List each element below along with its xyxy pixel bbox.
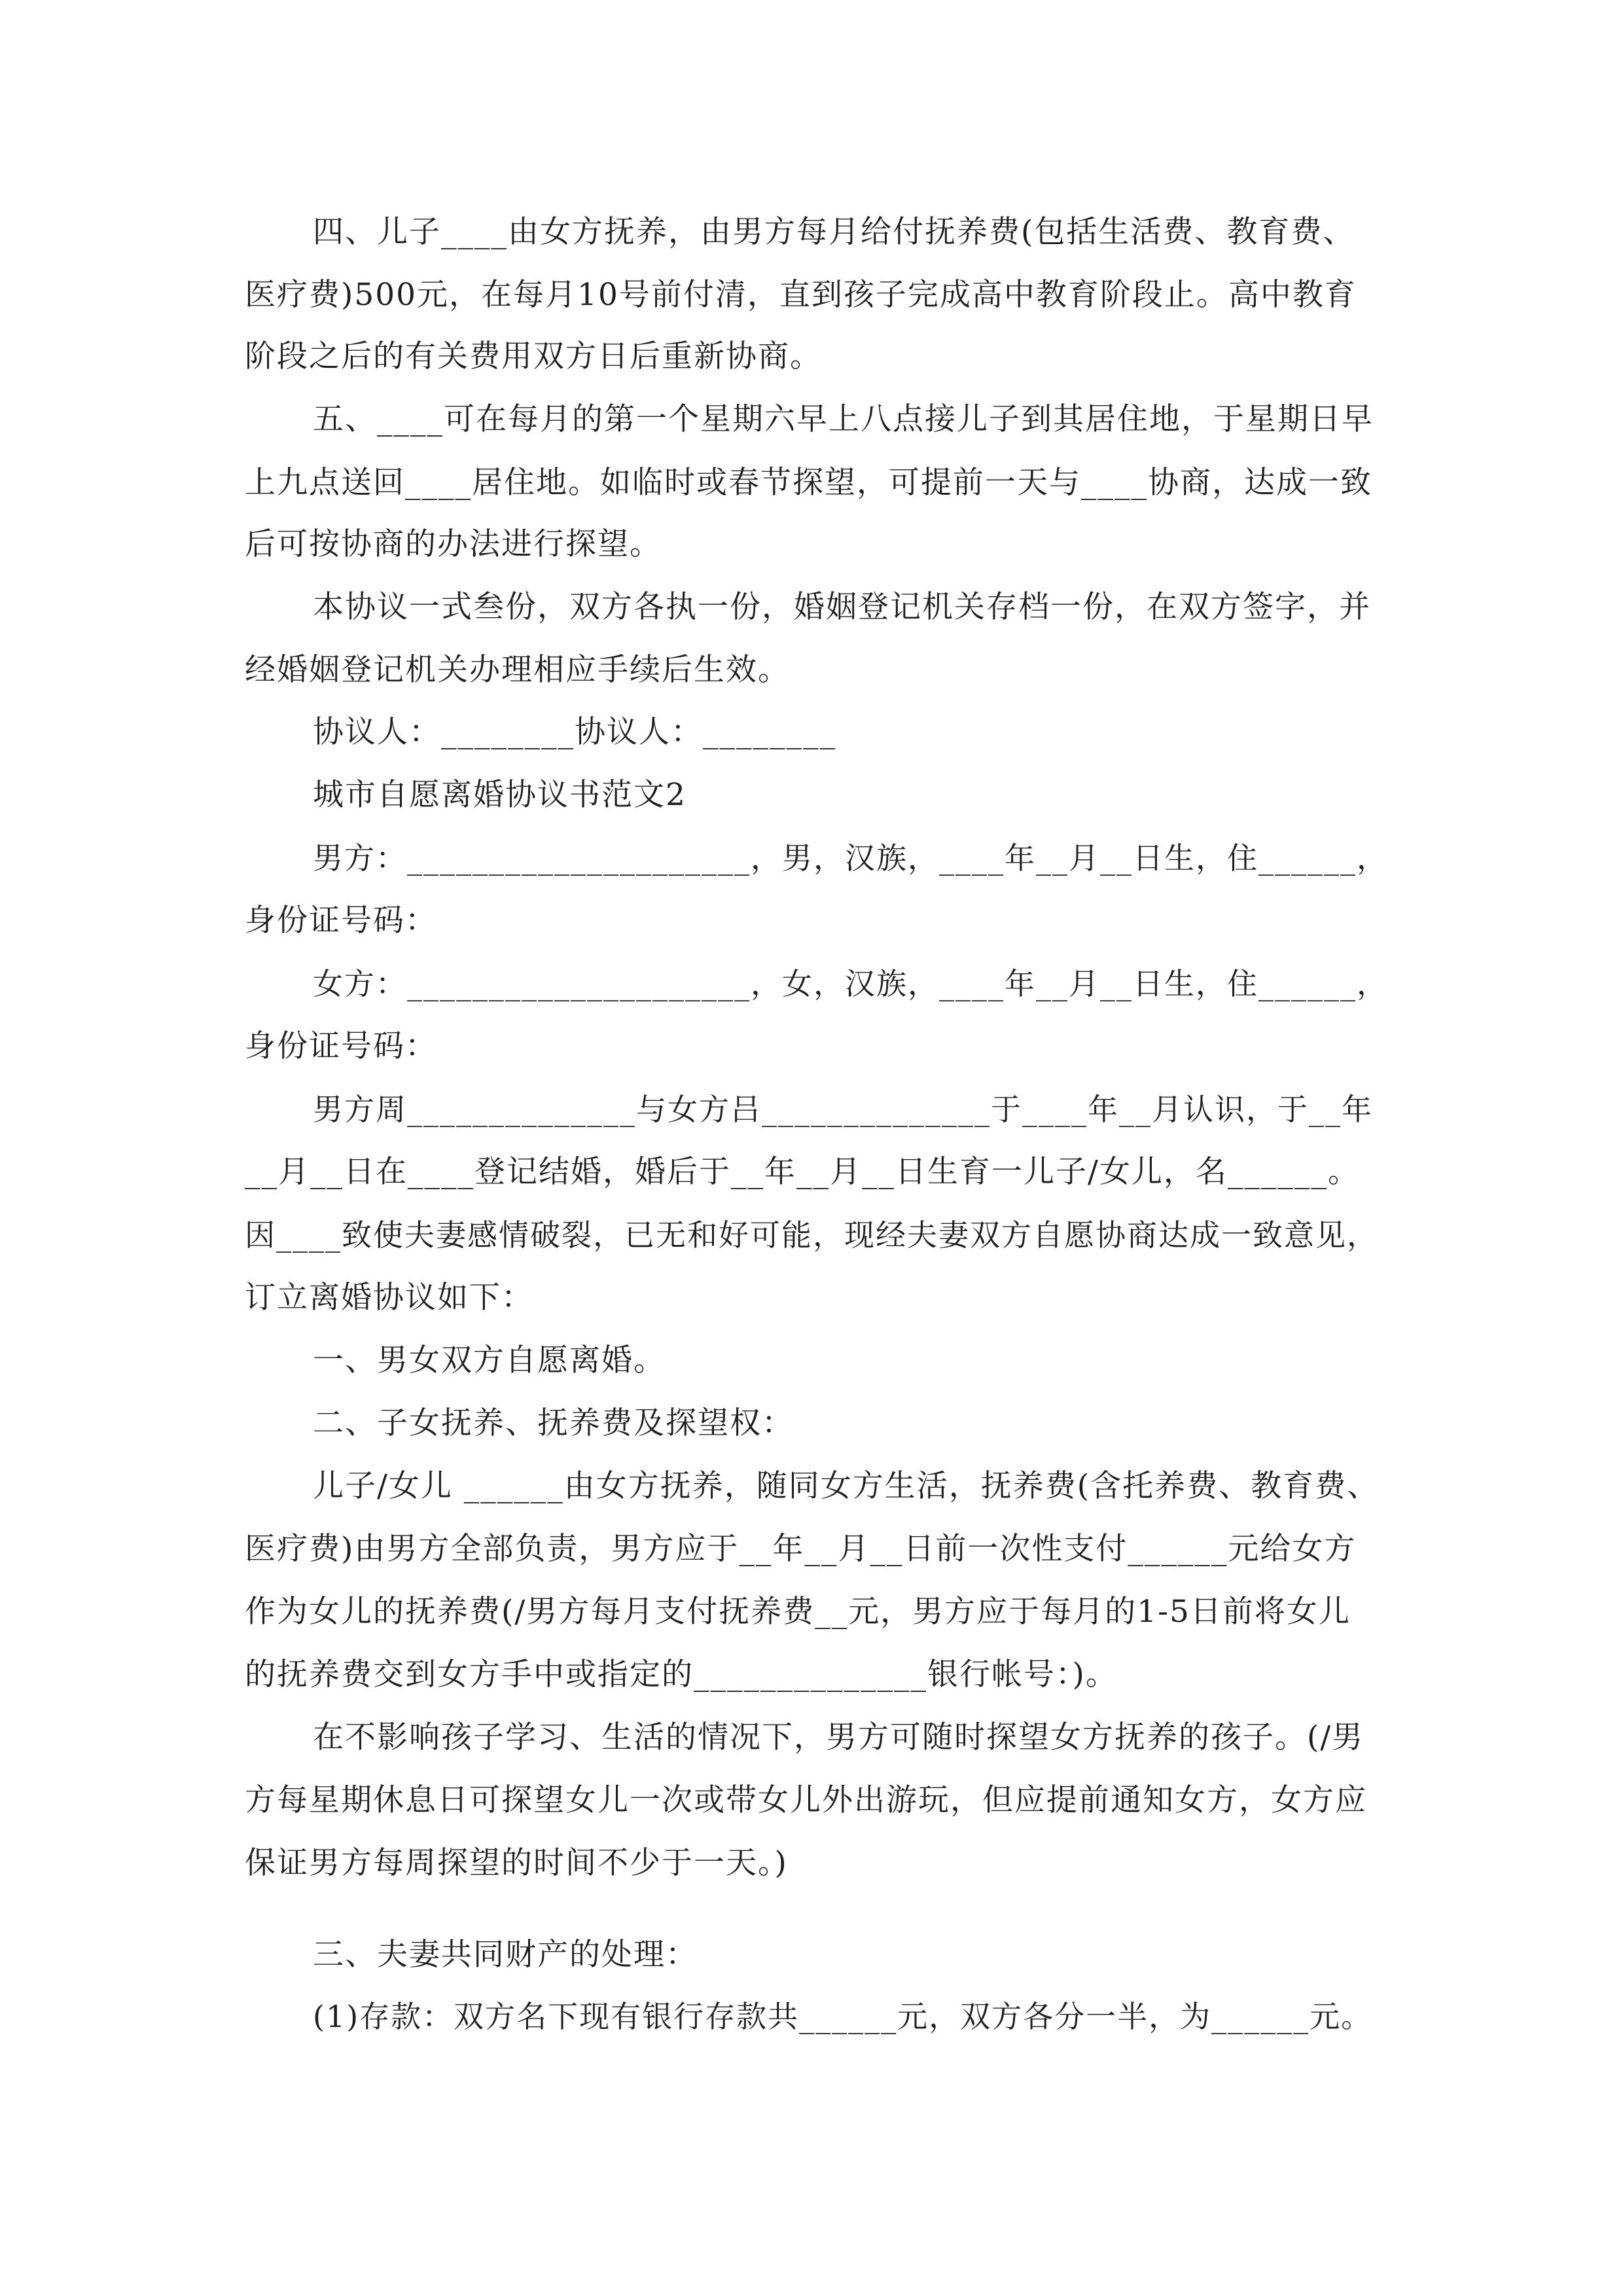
text-line: 本协议一式叁份，双方各执一份，婚姻登记机关存档一份，在双方签字，并 bbox=[313, 589, 1371, 625]
text-line: 保证男方每周探望的时间不少于一天。) bbox=[245, 1845, 788, 1881]
text-line: 医疗费)500元，在每月10号前付清，直到孩子完成高中教育阶段止。高中教育 bbox=[245, 277, 1357, 313]
text-line: 二、子女抚养、抚养费及探望权： bbox=[313, 1405, 794, 1441]
text-line: 儿子/女儿 ______由女方抚养，随同女方生活，抚养费(含托养费、教育费、 bbox=[313, 1468, 1380, 1504]
text-line: 作为女儿的抚养费(/男方每月支付抚养费__元，男方应于每月的1-5日前将女儿 bbox=[245, 1594, 1351, 1630]
text-line: 医疗费)由男方全部负责，男方应于__年__月__日前一次性支付______元给女方 bbox=[245, 1531, 1357, 1567]
text-line: 男方周______________与女方吕______________于____年__月认识，于__年 bbox=[313, 1092, 1373, 1127]
text-line: __月__日在____登记结婚，婚后于__年__月__日生育一儿子/女儿，名______。 bbox=[245, 1154, 1360, 1190]
text-line: 经婚姻登记机关办理相应手续后生效。 bbox=[245, 652, 790, 688]
text-line: 五、____可在每月的第一个星期六早上八点接儿子到其居住地，于星期日早 bbox=[313, 401, 1374, 437]
text-line: 身份证号码： bbox=[245, 1028, 437, 1064]
text-line: 身份证号码： bbox=[245, 903, 437, 939]
text-line: 四、儿子____由女方抚养，由男方每月给付抚养费(包括生活费、教育费、 bbox=[313, 214, 1355, 250]
text-line: 因____致使夫妻感情破裂，已无和好可能，现经夫妻双方自愿协商达成一致意见， bbox=[245, 1217, 1378, 1253]
text-line: 一、男女双方自愿离婚。 bbox=[313, 1342, 666, 1378]
text-line: 在不影响孩子学习、生活的情况下，男方可随时探望女方抚养的孩子。(/男 bbox=[313, 1719, 1364, 1755]
text-line: 男方：_____________________，男，汉族，____年__月__日生，住______， bbox=[313, 840, 1388, 876]
signature-line: 协议人：________协议人：________ bbox=[313, 714, 836, 750]
text-line: 阶段之后的有关费用双方日后重新协商。 bbox=[245, 338, 822, 374]
text-line: 方每星期休息日可探望女儿一次或带女儿外出游玩，但应提前通知女方，女方应 bbox=[245, 1782, 1367, 1818]
text-line: 的抚养费交到女方手中或指定的______________银行帐号：)。 bbox=[245, 1657, 1118, 1693]
text-line: 女方：_____________________，女，汉族，____年__月__日生，住______， bbox=[313, 966, 1388, 1001]
text-line: 订立离婚协议如下： bbox=[245, 1280, 533, 1316]
text-line: 后可按协商的办法进行探望。 bbox=[245, 526, 662, 562]
text-line: 三、夫妻共同财产的处理： bbox=[313, 1937, 698, 1973]
text-line: 上九点送回____居住地。如临时或春节探望，可提前一天与____协商，达成一致 bbox=[245, 465, 1372, 501]
text-line: (1)存款：双方名下现有银行存款共______元，双方各分一半，为______元。 bbox=[313, 1999, 1373, 2034]
section-title: 城市自愿离婚协议书范文2 bbox=[313, 777, 687, 813]
